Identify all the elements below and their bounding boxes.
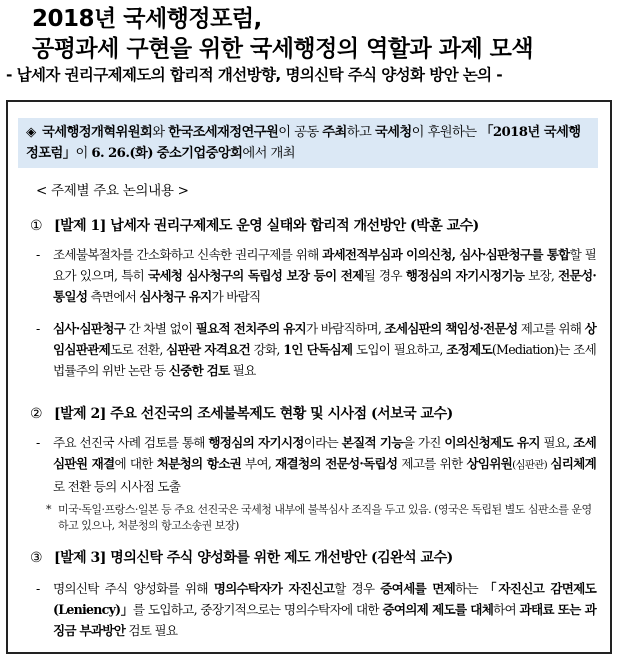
text: 로 전환 등의 시사점 도출 xyxy=(53,479,181,494)
emphasis: 재결청의 전문성·독립성 xyxy=(275,456,398,471)
section-title: 납세자 권리구제제도 운영 실태와 합리적 개선방안 xyxy=(105,218,406,234)
intro-text: 와 xyxy=(152,125,169,140)
text: 측면에서 xyxy=(87,289,140,304)
section-presenter: (김완석 교수) xyxy=(366,550,453,566)
org-institute: 한국조세재정연구원 xyxy=(168,125,279,140)
footnote-text: 미국·독일·프랑스·일본 등 주요 선진국은 국세청 내부에 불복심사 조직을 두고 있음. (영국은 독립된 별도 심판소를 운영하고 있으나, 처분청의 항고소송권 보장) xyxy=(58,503,592,532)
text: 할 필요가 있으며, 특히 xyxy=(53,247,596,283)
section-label: [발제 2] xyxy=(54,406,106,422)
emphasis: 조세심판원 재결 xyxy=(53,435,596,471)
text: 하여 xyxy=(493,602,520,617)
section-heading-3 xyxy=(30,548,453,568)
text: 될 경우 xyxy=(363,268,406,283)
footnote-marker: * xyxy=(46,503,51,516)
emphasis: 본질적 기능 xyxy=(341,435,403,450)
text: 검토 필요 xyxy=(125,623,178,638)
text: 하는 xyxy=(455,581,484,596)
section-heading-1 xyxy=(30,216,479,236)
emphasis: 과태료 또는 과징금 부과방안 xyxy=(53,602,596,638)
section-heading-2 xyxy=(30,404,453,424)
emphasis: 심사·심판청구 xyxy=(53,321,126,336)
title-line-1: 2018년 국세행정포럼, xyxy=(32,6,262,32)
dash-bullet: - xyxy=(36,435,40,450)
emphasis: 조세심판의 책임성·전문성 xyxy=(384,321,518,336)
text: 가 바람직하며, xyxy=(305,321,385,336)
section-1-para-1 xyxy=(36,244,596,307)
text: 부여, xyxy=(241,456,276,471)
subtitle: - 납세자 권리구제제도의 합리적 개선방향, 명의신탁 주식 양성화 방안 논의 - xyxy=(6,66,503,84)
emphasis: 전문성·통일성 xyxy=(53,268,596,304)
emphasis: 증여세를 면제 xyxy=(380,581,456,596)
text: 필요, xyxy=(539,435,574,450)
emphasis: 신중한 검토 xyxy=(168,363,230,378)
text: 도로 전환, xyxy=(110,342,167,357)
intro-host: 주최 xyxy=(322,125,347,140)
emphasis: 명의수탁자가 자진신고 xyxy=(213,581,335,596)
text: 제고를 위한 xyxy=(397,456,467,471)
text: 를 도입하고, 중장기적으로는 명의수탁자에 대한 xyxy=(132,602,383,617)
section-3-para-1 xyxy=(36,578,596,641)
emphasis: 상임위원 xyxy=(466,456,513,471)
section-2-footnote xyxy=(46,502,596,534)
event-date: 6. 26.(화) xyxy=(91,146,153,161)
emphasis: 행정심의 자기시정 xyxy=(208,435,304,450)
title-line-2: 공평과세 구현을 위한 국세행정의 역할과 과제 모색 xyxy=(32,36,534,62)
text: (심판관) xyxy=(512,459,551,471)
section-title: 명의신탁 주식 양성화를 위한 제도 개선방안 xyxy=(105,550,367,566)
intro-text: 에서 개최 xyxy=(242,146,295,161)
section-1-para-2 xyxy=(36,318,596,381)
paragraph-text xyxy=(36,244,596,307)
intro-text: 하고 xyxy=(346,125,375,140)
event-name: 「2018년 국세행정포럼」 xyxy=(26,125,581,161)
intro-text: 이 xyxy=(75,146,92,161)
section-presenter: (서보국 교수) xyxy=(366,406,453,422)
diamond-bullet-icon: ◈ xyxy=(26,125,36,140)
intro-text: 이 공동 xyxy=(278,125,323,140)
text: 조세불복절차를 간소화하고 신속한 권리구제를 위해 xyxy=(53,247,323,262)
dash-bullet: - xyxy=(36,321,40,336)
text: 을 가진 xyxy=(402,435,445,450)
text: 간 차별 없이 xyxy=(125,321,196,336)
paragraph-text xyxy=(36,578,596,641)
paragraph-text xyxy=(36,432,596,497)
emphasis: 조정제도 xyxy=(446,342,492,357)
text: 필요 xyxy=(229,363,256,378)
title-block xyxy=(0,4,618,85)
intro-text: 이 후원하는 xyxy=(411,125,481,140)
section-number: ① xyxy=(30,218,43,234)
emphasis: 행정심의 자기시정기능 xyxy=(405,268,525,283)
emphasis: 처분청의 항소권 xyxy=(156,456,242,471)
org-nts: 국세청 xyxy=(374,125,412,140)
section-presenter: (박훈 교수) xyxy=(405,218,479,234)
emphasis: 상임심판관제 xyxy=(53,321,597,357)
text: 할 경우 xyxy=(334,581,381,596)
emphasis: 심사청구 유지 xyxy=(139,289,212,304)
topics-heading: < 주제별 주요 논의내용 > xyxy=(36,183,189,199)
section-label: [발제 3] xyxy=(54,550,106,566)
section-number: ② xyxy=(30,406,43,422)
text: 도입이 필요하고, xyxy=(352,342,447,357)
text: 제고를 위해 xyxy=(517,321,585,336)
emphasis: 심판관 자격요건 xyxy=(166,342,251,357)
section-number: ③ xyxy=(30,550,43,566)
section-label: [발제 1] xyxy=(54,218,106,234)
emphasis: 과세전적부심과 이의신청, 심사·심판청구를 통합 xyxy=(322,247,570,262)
text: 보장, xyxy=(524,268,559,283)
emphasis: 심리체계 xyxy=(550,456,596,471)
section-2-para-1 xyxy=(36,432,596,497)
text: 주요 선진국 사례 검토를 통해 xyxy=(53,435,209,450)
dash-bullet: - xyxy=(36,581,40,596)
emphasis: 「자진신고 감면제도(Leniency)」 xyxy=(53,581,596,617)
event-venue: 중소기업중앙회 xyxy=(156,146,243,161)
text: 명의신탁 주식 양성화를 위해 xyxy=(53,581,214,596)
text: 강화, xyxy=(250,342,284,357)
emphasis: 필요적 전치주의 유지 xyxy=(195,321,306,336)
intro-box xyxy=(18,118,598,168)
dash-bullet: - xyxy=(36,247,40,262)
paragraph-text xyxy=(36,318,596,381)
org-committee: 국세행정개혁위원회 xyxy=(42,125,153,140)
section-title: 주요 선진국의 조세불복제도 현황 및 시사점 xyxy=(105,406,367,422)
text: 이라는 xyxy=(303,435,342,450)
text: 에 대한 xyxy=(114,456,157,471)
emphasis: 증여의제 제도를 대체 xyxy=(382,602,494,617)
text: (Mediation)는 조세법률주의 위반 논란 등 xyxy=(53,342,597,378)
emphasis: 국세청 심사청구의 독립성 보장 등이 전제 xyxy=(147,268,364,283)
emphasis: 이의신청제도 유지 xyxy=(444,435,540,450)
emphasis: 1인 단독심제 xyxy=(283,342,353,357)
text: 가 바람직 xyxy=(211,289,261,304)
